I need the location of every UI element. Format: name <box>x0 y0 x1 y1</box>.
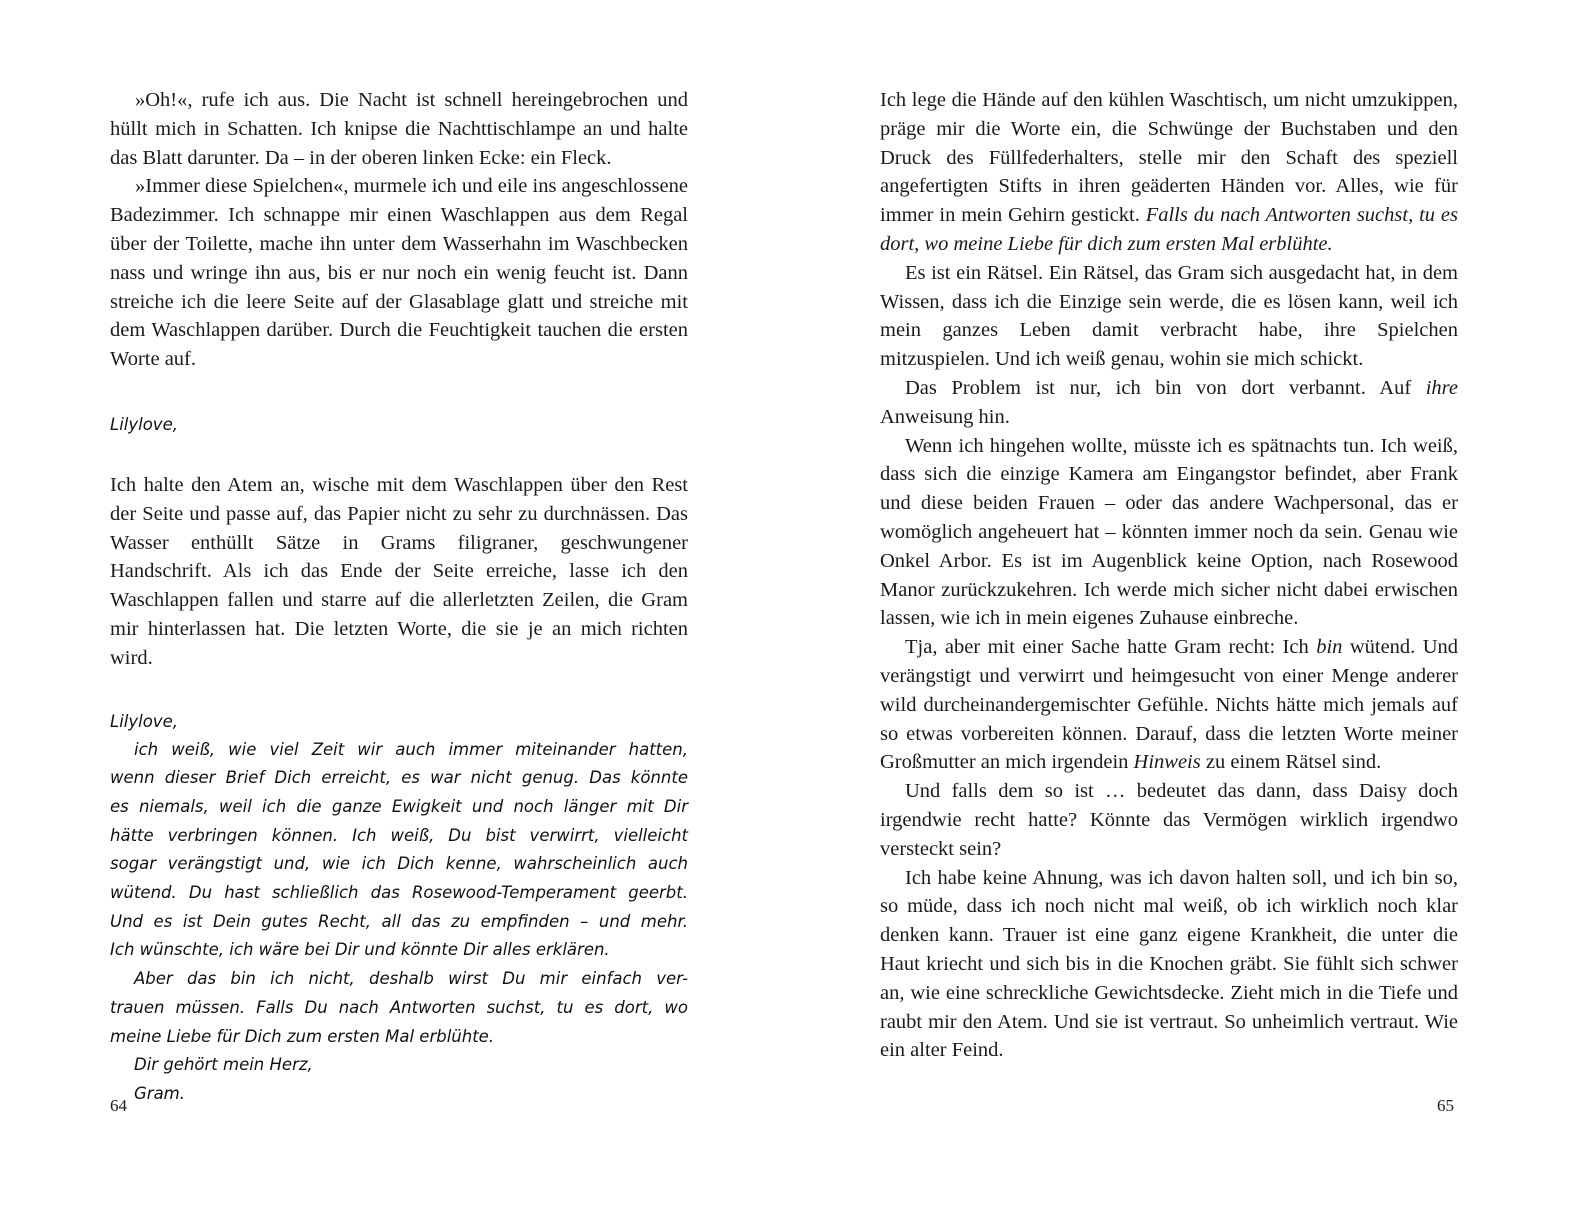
emphasis: Hinweis <box>1133 751 1201 774</box>
paragraph-text: Tja, aber mit einer Sache hatte Gram recht: Ich <box>905 636 1309 659</box>
paragraph: Es ist ein Rätsel. Ein Rätsel, das Gram sich ausgedacht hat, in dem Wissen, dass ich die Einzige sein werde, die es lösen kann, weil ich mein ganzes Leben damit verbracht habe, ihre Spielchen mitzuspielen. Und ich weiß genau, wohin sie mich schickt. <box>880 261 1458 371</box>
emphasis: ihre <box>1425 376 1458 399</box>
paragraph <box>880 633 1458 777</box>
letter-line: sogar verängstigt und, wie ich Dich kenne, wahrscheinlich auch <box>110 854 688 874</box>
paragraph: Ich halte den Atem an, wische mit dem Waschlappen über den Rest der Seite und passe auf, das Papier nicht zu sehr zu durchnässen. Das Wasser enthüllt Sätze in Grams filigraner, geschwungener Handschrift. Als ich das Ende der Seite erreiche, lasse ich den Waschlappen fallen und starre auf die allerletzten Zeilen, die Gram mir hinterlassen hat. Die letzten Worte, die sie je an mich richten wird. <box>110 473 688 669</box>
paragraph: Und falls dem so ist … bedeutet das dann, dass Daisy doch irgendwie recht hatte? Könnte das Vermögen wirklich irgendwo versteckt sein? <box>880 780 1458 860</box>
letter-line: ich weiß, wie viel Zeit wir auch immer miteinander hatten, <box>134 739 688 759</box>
page-number-left: 64 <box>110 1096 127 1115</box>
paragraph: »Immer diese Spielchen«, murmele ich und eile ins angeschlossene Badezimmer. Ich schnappe mir einen Waschlappen aus dem Regal über der Toilette, mache ihn unter dem Wasserhahn im Waschbecken nass und wringe ihn aus, bis er nur noch ein wenig feucht ist. Dann streiche ich die leere Seite auf der Glasablage glatt und streiche mit dem Waschlappen darüber. Durch die Feuchtigkeit tauchen die ersten Worte auf. <box>110 175 688 371</box>
paragraph-text: zu einem Rätsel sind. <box>1205 751 1382 774</box>
letter-line: wenn dieser Brief Dich erreicht, es war nicht genug. Das könnte <box>110 768 688 788</box>
letter-line: wütend. Du hast schließlich das Rosewood-Temperament geerbt. <box>110 883 688 903</box>
handwritten-letter <box>110 736 688 1109</box>
letter-signature: Gram. <box>134 1083 185 1103</box>
left-page <box>110 86 688 1109</box>
paragraph-text: Ich lege die Hände auf den kühlen Waschtisch, um nicht umzukippen, präge mir die Worte ein, die Schwünge der Buchstaben und den Druck des Füllfederhalters, stelle mir den Schaft des speziell angefertigten Stifts in ihren geäderten Händen vor. Alles, wie für immer in mein Gehirn gestickt. <box>880 89 1458 227</box>
letter-line: Aber das bin ich nicht, deshalb wirst Du mir einfach ver- <box>134 969 688 989</box>
paragraph-text: Anweisung hin. <box>880 405 1010 428</box>
right-page <box>880 86 1458 1065</box>
page-number-right: 65 <box>1437 1096 1454 1115</box>
paragraph: Ich habe keine Ahnung, was ich davon halten soll, und ich bin so, so müde, dass ich noch nicht mal weiß, ob ich wirklich noch klar denken kann. Trauer ist eine ganz eigene Krankheit, die unter die Haut kriecht und sich bis in die Knochen gräbt. Sie fühlt sich schwer an, wie eine schreckliche Gewichtsdecke. Zieht mich in die Tiefe und raubt mir den Atem. Und sie ist vertraut. So unheimlich vertraut. Wie ein alter Feind. <box>880 866 1458 1062</box>
paragraph: Wenn ich hingehen wollte, müsste ich es spätnachts tun. Ich weiß, dass sich die einzige Kamera am Eingangstor befindet, aber Frank und diese beiden Frauen – oder das andere Wachpersonal, das er womöglich angeheuert hat – könnten immer noch da sein. Genau wie Onkel Arbor. Es ist im Augenblick keine Option, nach Rosewood Manor zurückzukehren. Ich werde mich sicher nicht dabei erwischen lassen, wie ich in mein eigenes Zuhause einbreche. <box>880 434 1458 630</box>
letter-salutation: Lilylove, <box>110 414 178 434</box>
letter-line: hätte verbringen können. Ich weiß, Du bist verwirrt, vielleicht <box>110 825 688 845</box>
emphasis: bin <box>1316 636 1343 659</box>
letter-line: es niemals, weil ich die ganze Ewigkeit und noch länger mit Dir <box>110 796 688 816</box>
paragraph <box>880 374 1458 432</box>
paragraph <box>880 86 1458 259</box>
letter-line: meine Liebe für Dich zum ersten Mal erblühte. <box>110 1026 495 1046</box>
letter-closing: Dir gehört mein Herz, <box>134 1055 313 1075</box>
letter-line: Ich wünschte, ich wäre bei Dir und könnte Dir alles erklären. <box>110 940 610 960</box>
letter-line: trauen müssen. Falls Du nach Antworten suchst, tu es dort, wo <box>110 997 688 1017</box>
letter-salutation: Lilylove, <box>110 711 178 731</box>
paragraph-text: Das Problem ist nur, ich bin von dort verbannt. Auf <box>905 376 1412 399</box>
paragraph: »Oh!«, rufe ich aus. Die Nacht ist schnell hereingebrochen und hüllt mich in Schatten. Ich knipse die Nachttischlampe an und halte das Blatt darunter. Da – in der oberen linken Ecke: ein Fleck. <box>110 89 688 169</box>
quoted-italic: Falls du nach Antworten suchst, tu es dort, wo meine Liebe für dich zum ersten Mal erblühte. <box>880 204 1458 255</box>
letter-line: Und es ist Dein gutes Recht, all das zu empfinden – und mehr. <box>110 911 688 931</box>
paragraph-text: wütend. Und verängstigt und verwirrt und heimgesucht von einer Menge anderer wild durcheinandergemischter Gefühle. Nichts hätte mich jemals auf so etwas vorbereiten können. Darauf, dass die letzten Worte meiner Großmutter an mich irgendein <box>880 636 1459 774</box>
